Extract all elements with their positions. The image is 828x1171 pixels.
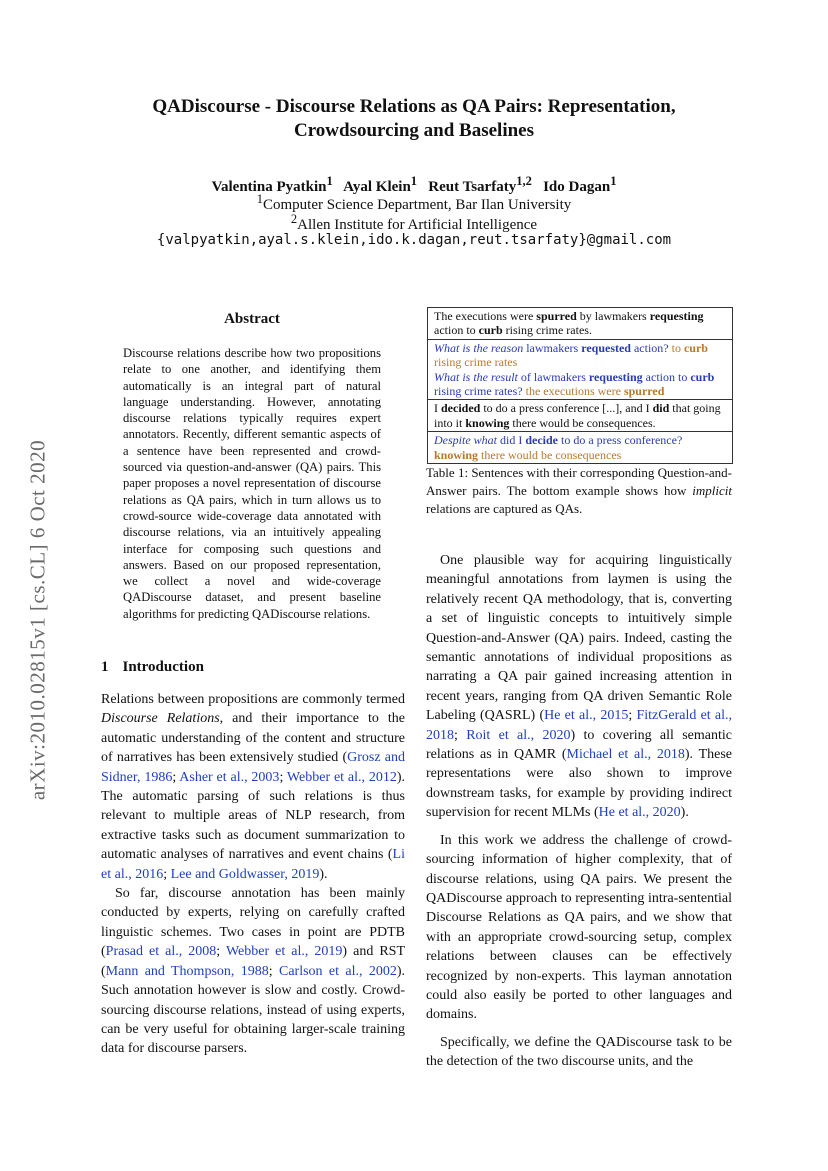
text-span: So far, discourse annotation has been mainly conducted by experts, relying on carefully crafted linguistic schemes. Two cases in point are PDTB ( bbox=[101, 886, 405, 960]
section-heading bbox=[101, 659, 204, 676]
text-span: ; bbox=[454, 727, 467, 743]
section-title: Introduction bbox=[122, 659, 204, 675]
table-row bbox=[428, 339, 732, 400]
qa-question-answer bbox=[434, 370, 726, 399]
text-span: Specifically, we define the QADiscourse task to be the detection of the two discourse units, and the bbox=[426, 1034, 732, 1070]
paragraph bbox=[101, 884, 405, 1059]
text-span: ) and RST ( bbox=[101, 944, 406, 979]
affiliation: $^1$Computer Science Department, Bar Ilan University bbox=[256, 192, 572, 213]
text-span: What is the reason bbox=[434, 340, 524, 355]
section-number: 1 bbox=[101, 659, 109, 675]
left-column-body bbox=[101, 690, 405, 1059]
text-span: ). These representations were also shown to improve downstream tasks, for example by providing indirect supervision for recent MLMs ( bbox=[426, 747, 732, 821]
text-span: curb bbox=[683, 340, 708, 355]
text-span: by lawmakers bbox=[576, 309, 650, 323]
text-span: to do a press conference [...], and I bbox=[480, 401, 653, 416]
text-span: , and their importance to the automatic understanding of the content and structure of narratives has been extensively studied ( bbox=[101, 711, 405, 766]
arxiv-id: arXiv:2010.02815v1 [cs.CL] 6 Oct 2020 bbox=[25, 439, 50, 801]
text-span: did bbox=[652, 401, 670, 416]
text-span: ; bbox=[628, 708, 637, 724]
citation-link[interactable]: Mann and Thompson, 1988 bbox=[105, 963, 269, 979]
title-line-2: Crowdsourcing and Baselines bbox=[293, 120, 534, 141]
text-span: Relations between propositions are commonly termed bbox=[101, 692, 405, 707]
table-row bbox=[428, 431, 732, 463]
text-span: ). bbox=[680, 805, 689, 821]
qa-question-answer bbox=[434, 341, 726, 370]
table-1 bbox=[427, 307, 733, 464]
text-span: ; bbox=[268, 963, 279, 979]
text-span: action to bbox=[642, 369, 691, 384]
text-span: lawmakers bbox=[523, 340, 582, 355]
paragraph bbox=[426, 551, 732, 823]
text-span: curb bbox=[690, 369, 715, 384]
citation-link[interactable]: He et al., 2020 bbox=[598, 805, 681, 821]
citation-link[interactable]: Roit et al., 2020 bbox=[466, 727, 571, 743]
text-span: ). The automatic parsing of such relations is thus relevant to multiple areas of NLP research, from extractive tasks such as document summarization to automatic analyses of narratives and event chains ( bbox=[101, 769, 405, 863]
author: Valentina Pyatkin$^1$ bbox=[211, 174, 333, 195]
citation-link[interactable]: Grosz and Sidner, 1986 bbox=[101, 750, 405, 785]
text-span: curb bbox=[478, 323, 503, 338]
text-span: In this work we address the challenge of crowd-sourcing information of higher complexity, that of discourse relations, using QA pairs. We present the QADiscourse approach to representing intra-sentential Discourse Relations as QA pairs, and we show that with an appropriate crowd-sourcing setup, complex relations between clauses can be effectively recognized by non-experts. This layman annotation could also easily be ported to other languages and domains. bbox=[426, 832, 732, 1023]
text-span: the executions were bbox=[525, 384, 624, 399]
arxiv-stamp bbox=[18, 380, 58, 860]
text-span: I bbox=[434, 401, 441, 416]
text-span: ). bbox=[319, 866, 328, 882]
citation-link[interactable]: FitzGerald et al., 2018 bbox=[426, 708, 733, 743]
text-span: requesting bbox=[649, 309, 704, 323]
citation-link[interactable]: Lee and Goldwasser, 2019 bbox=[170, 866, 320, 882]
text-span: requested bbox=[581, 340, 631, 355]
paragraph bbox=[426, 831, 732, 1025]
text-span: rising crime rates. bbox=[502, 323, 592, 338]
author: Reut Tsarfaty$^{1,2}$ bbox=[428, 174, 532, 195]
text-span: action? bbox=[630, 340, 672, 355]
text-span: to bbox=[671, 340, 684, 355]
text-span: of lawmakers bbox=[517, 369, 589, 384]
text-span: Discourse Relations bbox=[101, 711, 220, 727]
text-span: rising crime rates? bbox=[434, 384, 526, 399]
text-span: Table 1: Sentences with their corresponding Question-and-Answer pairs. The bottom example shows how bbox=[426, 465, 732, 498]
text-span: What is the result bbox=[434, 369, 518, 384]
citation-link[interactable]: He et al., 2015 bbox=[544, 708, 629, 724]
text-span: implicit bbox=[692, 483, 732, 498]
title-line-1: QADiscourse - Discourse Relations as QA Pairs: Representation, bbox=[152, 96, 676, 117]
text-span: Despite what bbox=[434, 433, 497, 448]
right-column-body bbox=[426, 551, 732, 1072]
text-span: knowing bbox=[465, 415, 510, 430]
text-span: ) to covering all semantic relations as in QAMR ( bbox=[426, 727, 732, 763]
text-span: spurred bbox=[623, 384, 665, 399]
text-span: ; bbox=[172, 769, 180, 785]
citation-link[interactable]: Asher et al., 2003 bbox=[179, 769, 280, 785]
citation-link[interactable]: Michael et al., 2018 bbox=[566, 747, 685, 763]
text-span: there would be consequences. bbox=[509, 415, 656, 430]
text-span: knowing bbox=[434, 447, 479, 462]
text-span: to do a press conference? bbox=[558, 433, 683, 448]
table-row bbox=[428, 399, 732, 431]
text-span: relations are captured as QAs. bbox=[426, 501, 583, 516]
text-span: there would be consequences bbox=[478, 447, 622, 462]
text-span: that going into it bbox=[434, 401, 721, 430]
text-span: decide bbox=[525, 433, 559, 448]
citation-link[interactable]: Webber et al., 2019 bbox=[225, 944, 343, 960]
paragraph bbox=[426, 1033, 732, 1072]
text-span: did I bbox=[497, 433, 526, 448]
table-row bbox=[428, 308, 732, 339]
abstract-heading: Abstract bbox=[224, 311, 280, 327]
text-span: ; bbox=[163, 866, 171, 882]
text-span: spurred bbox=[536, 309, 577, 323]
author: Ido Dagan$^1$ bbox=[543, 174, 617, 195]
text-span: rising crime rates bbox=[434, 355, 518, 370]
text-span: ; bbox=[279, 769, 287, 785]
paragraph bbox=[101, 690, 405, 884]
citation-link[interactable]: Li et al., 2016 bbox=[101, 847, 405, 882]
table-caption bbox=[426, 464, 732, 518]
text-span: One plausible way for acquiring linguistically meaningful annotations from laymen is using the relatively recent QA methodology, that is, converting a set of linguistic concepts to intuitively simple Question-and-Answer (QA) pairs. Indeed, casting the semantic annotations of individual propositions as narrating a QA pair gained increasing attention in recent years, ranging from QA driven Semantic Role Labeling (QASRL) ( bbox=[426, 553, 732, 724]
affiliation: $^2$Allen Institute for Artificial Intelligence bbox=[290, 212, 538, 233]
abstract-text: Discourse relations describe how two propositions relate to one another, and identifying them automatically is an integral part of natural language understanding. However, annotating discourse relations typically requires expert annotators. Recently, different semantic aspects of a sentence have been represented and crowd-sourced via question-and-answer (QA) pairs. This paper proposes a novel representation of discourse relations as QA pairs, which in turn allows us to crowd-source wide-coverage data annotated with discourse relations, via an intuitively appealing interface for composing such questions and answers. Based on our proposed representation, we collect a novel and wide-coverage QADiscourse dataset, and present baseline algorithms for predicting QADiscourse relations. bbox=[123, 346, 381, 621]
text-span: action to bbox=[434, 323, 479, 338]
author-emails: {valpyatkin,ayal.s.klein,ido.k.dagan,reut.tsarfaty}@gmail.com bbox=[156, 232, 672, 248]
text-span: requesting bbox=[588, 369, 643, 384]
citation-link[interactable]: Webber et al., 2012 bbox=[286, 769, 397, 785]
paper-title bbox=[0, 95, 828, 143]
text-span: ). Such annotation however is slow and costly. Crowd-sourcing discourse relations, instead of using experts, can be very useful for obtaining larger-scale training data for discourse parsers. bbox=[101, 963, 405, 1057]
text-span: decided bbox=[441, 401, 481, 416]
citation-link[interactable]: Prasad et al., 2008 bbox=[105, 944, 217, 960]
text-span: ; bbox=[216, 944, 226, 960]
author: Ayal Klein$^1$ bbox=[343, 174, 418, 195]
text-span: The executions were bbox=[434, 309, 537, 323]
citation-link[interactable]: Carlson et al., 2002 bbox=[279, 963, 397, 979]
